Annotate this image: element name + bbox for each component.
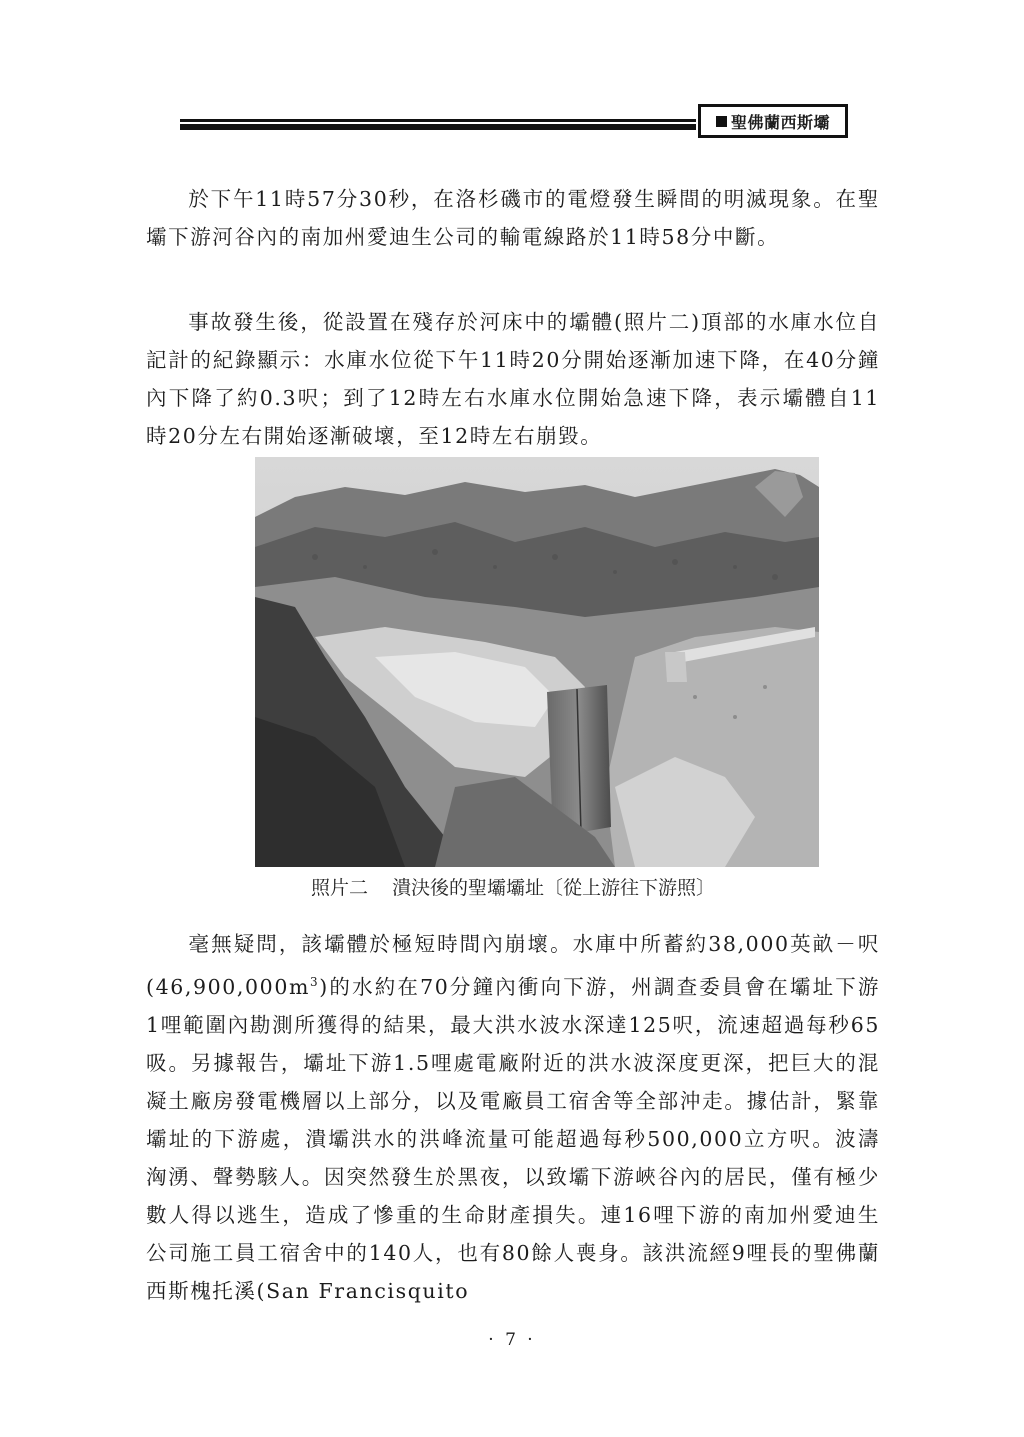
header-rule-thin [180,119,696,122]
paragraph-2-text: 事故發生後，從設置在殘存於河床中的壩體(照片二)頂部的水庫水位自記計的紀錄顯示：水庫水位從下午11時20分開始逐漸加速下降，在40分鐘內下降了約0.3呎；到了12時左右水庫水位開始急速下降，表示壩體自11時20分左右開始逐漸破壞，至12時左右崩毀。 [146,310,880,448]
paragraph-3 [146,925,880,1310]
superscript-3: 3 [310,975,320,989]
paragraph-1 [146,180,880,256]
page-number: · 7 · [488,1330,536,1350]
running-header-title: 聖佛蘭西斯壩 [730,112,830,132]
running-header [698,104,848,138]
figure-label: 照片二 [310,877,368,899]
paragraph-3-text-b: )的水約在70分鐘內衝向下游，州調查委員會在壩址下游1哩範圍內勘測所獲得的結果，最大洪水波水深達125呎，流速超過每秒65吸。另據報告，壩址下游1.5哩處電廠附近的洪水波深度更深，把巨大的混凝土廠房發電機層以上部分，以及電廠員工宿舍等全部沖走。據估計，緊靠壩址的下游處，潰壩洪水的洪峰流量可能超過每秒500,000立方呎。波濤洶湧、聲勢駭人。因突然發生於黑夜，以致壩下游峽谷內的居民，僅有極少數人得以逃生，造成了慘重的生命財產損失。連16哩下游的南加州愛迪生公司施工員工宿舍中的140人，也有80餘人喪身。該洪流經9哩長的聖佛蘭西斯槐托溪(San Francisquito [146,974,880,1303]
square-bullet-icon [716,116,727,127]
paragraph-3-text-a: 毫無疑問，該壩體於極短時間內崩壞。水庫中所蓄約38,000英畝－呎(46,900,000m [146,932,880,999]
paragraph-1-text: 於下午11時57分30秒，在洛杉磯市的電燈發生瞬間的明滅現象。在聖壩下游河谷內的南加州愛迪生公司的輸電線路於11時58分中斷。 [146,187,880,249]
figure-caption [146,873,880,900]
figure-caption-text: 潰決後的聖壩壩址〔從上游往下游照〕 [392,877,716,899]
header-rule-thick [180,124,696,130]
paragraph-2 [146,303,880,455]
dam-ruins-photo [255,457,819,867]
